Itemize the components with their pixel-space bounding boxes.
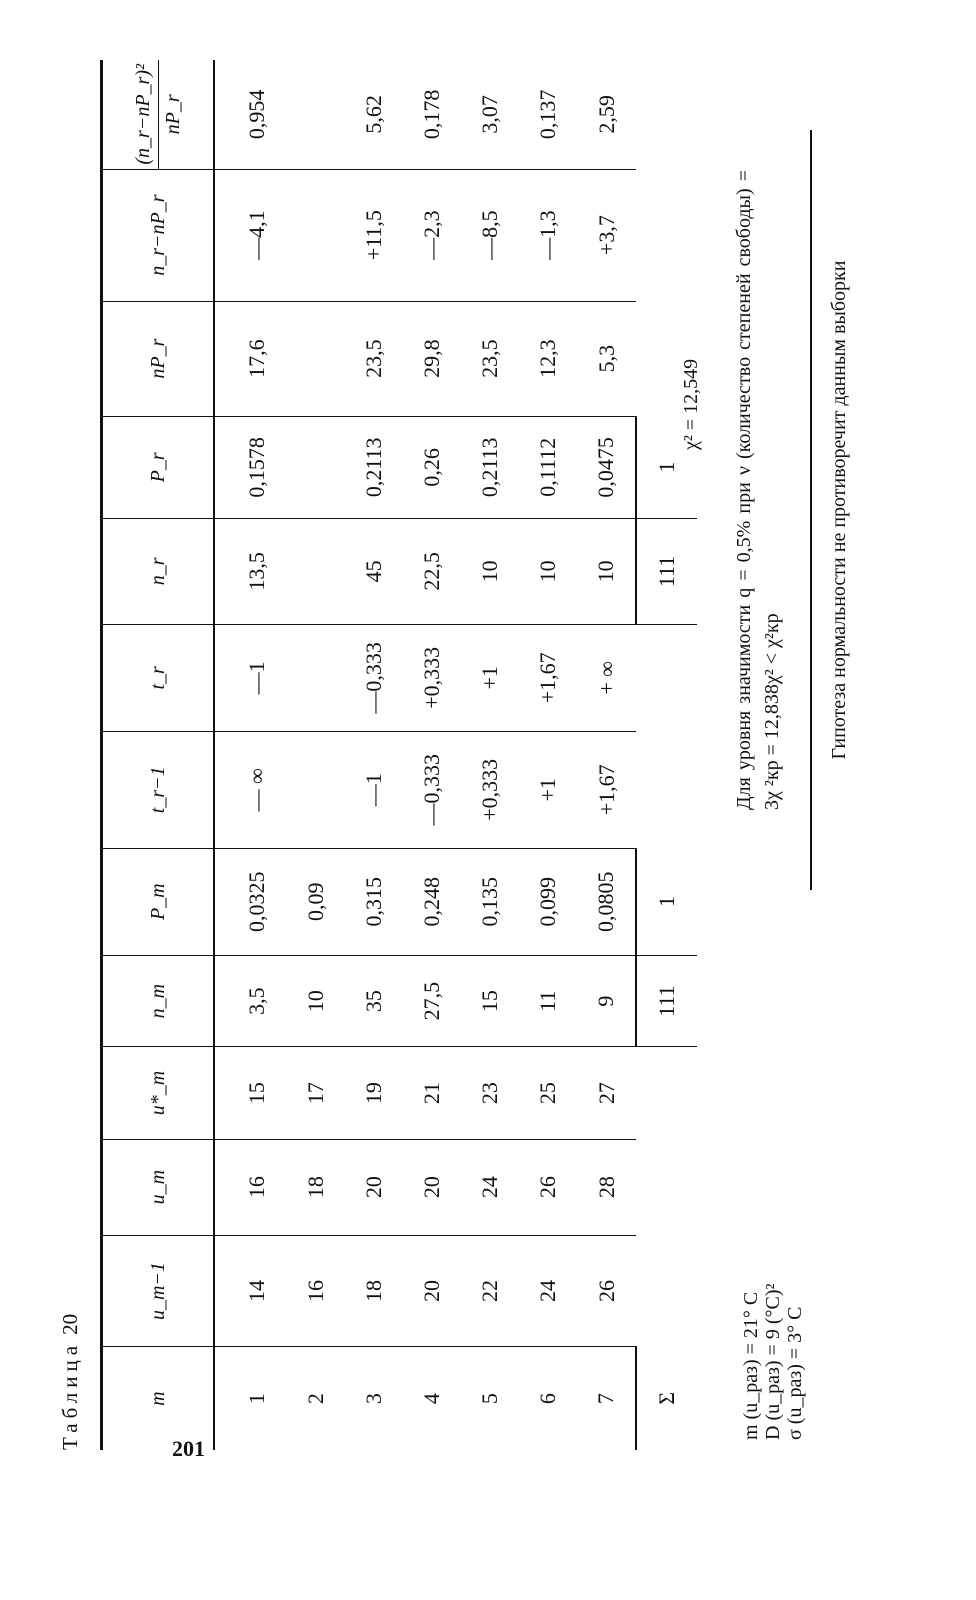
table-cell: 45 <box>345 519 403 625</box>
table-cell: 21 <box>403 1047 461 1139</box>
stat-sigma: σ (u_раз) = 3° C <box>784 1306 806 1440</box>
table-caption <box>58 1314 83 1450</box>
chi-square-total: χ² = 12,549 <box>680 358 702 450</box>
table-cell: 5,62 <box>345 60 403 169</box>
table-cell: — ∞ <box>214 732 287 849</box>
table-cell: 18 <box>345 1235 403 1347</box>
table-cell <box>287 732 345 849</box>
table-cell: 26 <box>519 1139 577 1235</box>
header-u-m-1: u_m−1 <box>102 1235 215 1347</box>
header-n-r: n_r <box>102 519 215 625</box>
table-cell: 19 <box>345 1047 403 1139</box>
table-cell: 10 <box>577 519 636 625</box>
table-cell: 0,1112 <box>519 416 577 519</box>
caption-word: Таблица <box>58 1340 82 1450</box>
table-cell: —0,333 <box>403 732 461 849</box>
table-cell: 29,8 <box>403 301 461 416</box>
table-cell: 28 <box>577 1139 636 1235</box>
table-cell: 20 <box>403 1139 461 1235</box>
table-row <box>577 60 636 1450</box>
table-cell: 12,3 <box>519 301 577 416</box>
header-p-m: P_m <box>102 848 215 955</box>
table-cell: 22 <box>461 1235 519 1347</box>
table-cell: 14 <box>214 1235 287 1347</box>
header-m: m <box>102 1347 215 1450</box>
table-cell: 10 <box>519 519 577 625</box>
stats-notes <box>740 1284 806 1440</box>
table-cell: 0,0325 <box>214 848 287 955</box>
table-row <box>461 60 519 1450</box>
header-u-star-m: u*_m <box>102 1047 215 1139</box>
table-cell: 15 <box>214 1047 287 1139</box>
table-cell: 0,248 <box>403 848 461 955</box>
table-cell: —1,3 <box>519 169 577 301</box>
table-cell: 24 <box>519 1235 577 1347</box>
sum-cell <box>636 732 697 849</box>
sum-cell <box>636 1235 697 1347</box>
table-cell <box>287 301 345 416</box>
table-cell: 35 <box>345 955 403 1047</box>
table-cell <box>287 519 345 625</box>
caption-number: 20 <box>58 1313 82 1335</box>
header-n-r-minus-np-r: n_r−nP_r <box>102 169 215 301</box>
rotated-page <box>40 60 920 1450</box>
stat-mean: m (u_раз) = 21° C <box>740 1291 762 1440</box>
table-row <box>345 60 403 1450</box>
header-row <box>102 60 215 1450</box>
table-row <box>214 60 287 1450</box>
table-cell: 0,09 <box>287 848 345 955</box>
header-n-m: n_m <box>102 955 215 1047</box>
table-cell: 23,5 <box>461 301 519 416</box>
table-cell: —1 <box>345 732 403 849</box>
chi-term-denominator: nP_r <box>161 94 184 135</box>
table-cell: 17 <box>287 1047 345 1139</box>
table-cell: 4 <box>419 1393 444 1405</box>
sum-cell: 111 <box>636 519 697 625</box>
table-cell: —4,1 <box>214 169 287 301</box>
chi-term-fraction <box>132 60 185 169</box>
table-cell: 18 <box>287 1139 345 1235</box>
table-cell: 0,2113 <box>345 416 403 519</box>
header-chi-term <box>102 60 215 169</box>
table-cell: 10 <box>287 955 345 1047</box>
table-cell: 24 <box>461 1139 519 1235</box>
table-body <box>214 60 697 1450</box>
table-cell <box>287 60 345 169</box>
table-cell: 0,1578 <box>214 416 287 519</box>
sum-cell: 1 <box>636 848 697 955</box>
sum-cell: Σ <box>636 1347 697 1450</box>
table-cell: 0,099 <box>519 848 577 955</box>
table-cell: 22,5 <box>403 519 461 625</box>
table-cell: —2,3 <box>403 169 461 301</box>
table-cell: 26 <box>577 1235 636 1347</box>
table-cell: 0,137 <box>519 60 577 169</box>
table-row <box>519 60 577 1450</box>
table-cell: 25 <box>519 1047 577 1139</box>
table-cell: 0,135 <box>461 848 519 955</box>
table-cell <box>287 624 345 731</box>
table-cell: 6 <box>535 1393 560 1405</box>
header-t-r: t_r <box>102 624 215 731</box>
table-cell: 23,5 <box>345 301 403 416</box>
table-row <box>403 60 461 1450</box>
table-cell: 0,26 <box>403 416 461 519</box>
header-t-r-1: t_r−1 <box>102 732 215 849</box>
table-cell: 23 <box>461 1047 519 1139</box>
table-cell: 20 <box>345 1139 403 1235</box>
table-cell: 16 <box>214 1139 287 1235</box>
table-cell: 3,07 <box>461 60 519 169</box>
table-cell: 27 <box>577 1047 636 1139</box>
table-cell: +3,7 <box>577 169 636 301</box>
table-cell: +0,333 <box>403 624 461 731</box>
table-cell: +11,5 <box>345 169 403 301</box>
table-cell: +1,67 <box>577 732 636 849</box>
hypothesis-conclusion: Гипотеза нормальности не противоречит данным выборки <box>810 130 851 890</box>
table-cell: 11 <box>519 955 577 1047</box>
table-cell: 0,178 <box>403 60 461 169</box>
sum-cell: 111 <box>636 955 697 1047</box>
table-cell: 13,5 <box>214 519 287 625</box>
table-cell: 10 <box>461 519 519 625</box>
table-cell: 0,0475 <box>577 416 636 519</box>
table-cell: 7 <box>593 1393 618 1405</box>
table-cell: 0,954 <box>214 60 287 169</box>
stat-variance: D (u_раз) = 9 (°C)² <box>762 1283 784 1440</box>
table-cell: 3,5 <box>214 955 287 1047</box>
table-cell: 2,59 <box>577 60 636 169</box>
sum-cell <box>636 624 697 731</box>
table-cell: —0,333 <box>345 624 403 731</box>
table-cell: 1 <box>244 1393 269 1405</box>
table-cell: 27,5 <box>403 955 461 1047</box>
sum-cell <box>636 60 697 169</box>
header-np-r: nP_r <box>102 301 215 416</box>
data-table <box>100 60 697 1450</box>
table-cell <box>287 416 345 519</box>
table-cell: 0,2113 <box>461 416 519 519</box>
page-number: 201 <box>172 1436 205 1461</box>
sum-cell: 1 <box>636 416 697 519</box>
header-p-r: P_r <box>102 416 215 519</box>
header-u-m: u_m <box>102 1139 215 1235</box>
table-row <box>287 60 345 1450</box>
table-cell <box>287 169 345 301</box>
significance-condition: Для уровня значимости q = 0,5% при ν (количество степеней свободы) = 3χ ²кр = 12,838χ² < χ²кр <box>733 170 783 810</box>
table-cell: 9 <box>577 955 636 1047</box>
chi-term-numerator: (n_r−nP_r)² <box>132 60 159 169</box>
table-cell: 0,0805 <box>577 848 636 955</box>
table-cell: 20 <box>403 1235 461 1347</box>
sum-cell <box>636 1047 697 1139</box>
table-cell: 5 <box>477 1393 502 1405</box>
table-cell: 2 <box>303 1393 328 1405</box>
table-cell: +1 <box>519 732 577 849</box>
table-cell: +1 <box>461 624 519 731</box>
table-cell: 3 <box>361 1393 386 1405</box>
table-cell: +1,67 <box>519 624 577 731</box>
sum-cell <box>636 169 697 301</box>
table-cell: —8,5 <box>461 169 519 301</box>
table-cell: —1 <box>214 624 287 731</box>
table-cell: + ∞ <box>577 624 636 731</box>
table-cell: 15 <box>461 955 519 1047</box>
table-cell: +0,333 <box>461 732 519 849</box>
table-cell: 16 <box>287 1235 345 1347</box>
sum-cell <box>636 1139 697 1235</box>
table-cell: 5,3 <box>577 301 636 416</box>
sum-row <box>636 60 697 1450</box>
table-cell: 17,6 <box>214 301 287 416</box>
table-cell: 0,315 <box>345 848 403 955</box>
